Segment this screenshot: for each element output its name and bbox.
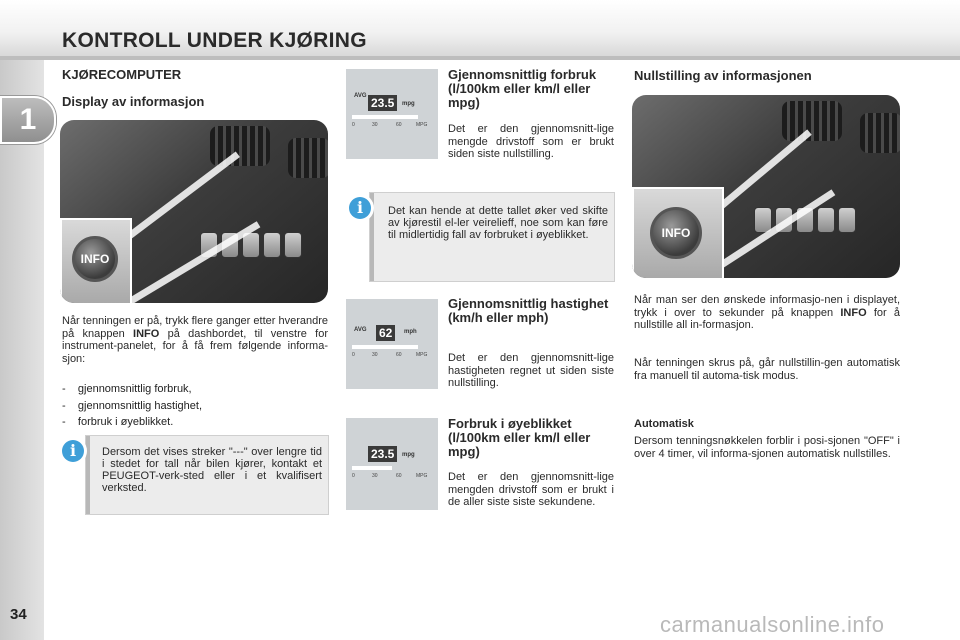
list-item: - gjennomsnittlig hastighet, <box>62 399 203 412</box>
header-divider <box>0 56 960 60</box>
display-avg-speed: AVG 62 mph 0 30 60 MPG <box>346 299 438 389</box>
page-title: KONTROLL UNDER KJØRING <box>62 29 367 52</box>
list-item: - forbruk i øyeblikket. <box>62 416 174 428</box>
text-avg-consumption: Det er den gjennomsnitt-lige mengde drivstoff som er brukt siden siste nullstilling. <box>448 123 614 160</box>
reset-paragraph-1: Når man ser den ønskede informasjo-nen i displayet, trykk i over to sekunder på knappen INFO for å nullstille all in-formasjon. <box>634 294 900 331</box>
dashboard-photo-right <box>632 95 900 278</box>
text-instant-consumption: Det er den gjennomsnitt-lige mengden drivstoff som er brukt i de aller siste siste sekundene. <box>448 471 614 508</box>
dashboard-photo-left <box>60 120 328 303</box>
subtitle-display-info: Display av informasjon <box>62 94 205 109</box>
info-icon: i <box>62 440 84 462</box>
watermark: carmanualsonline.info <box>660 612 885 637</box>
display-avg-consumption: AVG 23.5 mpg 0 30 60 MPG <box>346 69 438 159</box>
title-avg-consumption: Gjennomsnittlig forbruk (l/100km eller km/l eller mpg) <box>448 67 597 110</box>
subtitle-automatic: Automatisk <box>634 418 694 430</box>
info-icon: i <box>349 197 371 219</box>
info-button-icon: INFO <box>650 207 702 259</box>
text-avg-speed: Det er den gjennomsnitt-lige hastigheten regnet ut siden siste nullstilling. <box>448 352 614 389</box>
title-avg-speed: Gjennomsnittlig hastighet (km/h eller mph) <box>448 296 609 325</box>
info-box-dashes: Dersom det vises streker "---" over lengre tid i stedet for tall når bilen kjører, kontakt et PEUGEOT-verk-sted eller i et kvalifisert verksted. <box>85 435 329 515</box>
info-list <box>62 383 328 433</box>
title-instant-consumption: Forbruk i øyeblikket (l/100km eller km/l eller mpg) <box>448 416 591 459</box>
chapter-tab[interactable]: 1 <box>0 96 56 144</box>
page-number: 34 <box>10 606 27 623</box>
intro-paragraph: Når tenningen er på, trykk flere ganger etter hverandre på knappen INFO på dashbordet, til venstre for instrument-panelet, for å få frem følgende informa-sjon: <box>62 315 328 365</box>
info-button-icon: INFO <box>72 236 118 282</box>
margin-strip <box>0 60 44 640</box>
list-item: - gjennomsnittlig forbruk, <box>62 383 192 395</box>
reset-paragraph-2: Når tenningen skrus på, går nullstillin-gen automatisk fra manuell til automa-tisk modus. <box>634 357 900 382</box>
info-box-driving-style: Det kan hende at dette tallet øker ved skifte av kjørestil el-ler veirelieff, noe som kan føre til midlertidig fall av forbruket i øyeblikket. <box>369 192 615 282</box>
display-instant-consumption: 23.5 mpg 0 30 60 MPG <box>346 418 438 510</box>
section-title-reset: Nullstilling av informasjonen <box>634 68 812 83</box>
section-title-trip-computer: KJØRECOMPUTER <box>62 67 182 82</box>
automatic-paragraph: Dersom tenningsnøkkelen forblir i posi-sjonen "OFF" i over 4 timer, vil informa-sjonen automatisk nullstilles. <box>634 435 900 460</box>
